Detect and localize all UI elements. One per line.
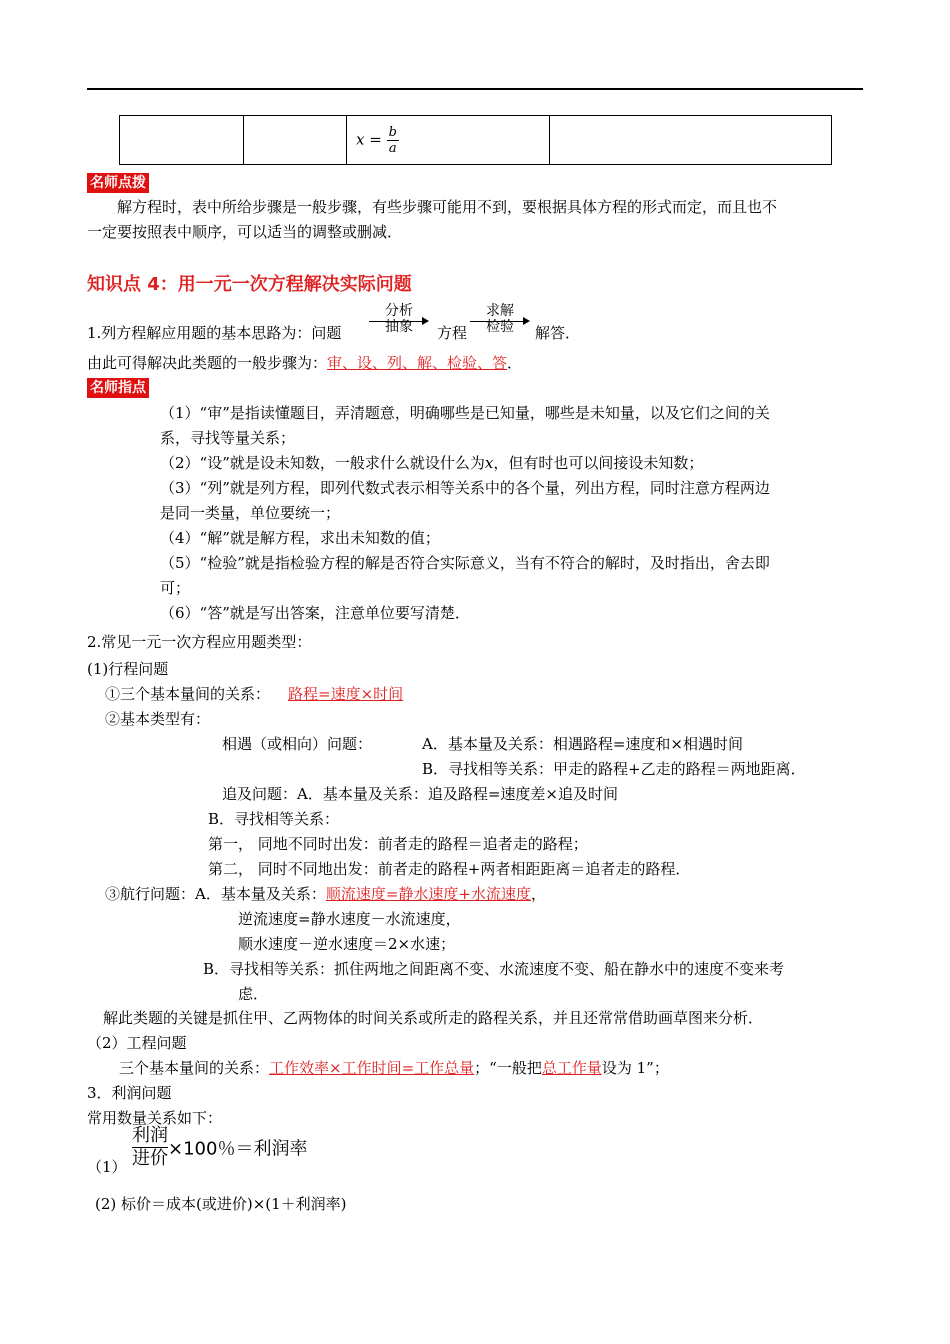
- table-cell: [244, 116, 347, 165]
- chase-case-2: 第二， 同时不同地出发：前者走的路程+两者相距距离＝追者走的路程．: [208, 860, 691, 878]
- tip-text-line1: 解方程时，表中所给步骤是一般步骤，有些步骤可能用不到，要根据具体方程的形式而定，而且也不: [117, 198, 778, 216]
- tip-item-1-cont: 系，寻找等量关系；: [160, 429, 296, 447]
- profit-1-label: （1）: [87, 1158, 127, 1176]
- basic-idea-suffix: 解答．: [535, 324, 581, 342]
- profit-sub: 常用数量关系如下：: [87, 1109, 223, 1127]
- work-total: 总工作量: [541, 1059, 602, 1077]
- arrow2-bottom-label: 检验: [486, 319, 514, 335]
- tip-badge: 名师点拨: [87, 173, 149, 193]
- section-heading: 知识点 4：用一元一次方程解决实际问题: [87, 274, 412, 295]
- tip-item-5-cont: 可；: [160, 579, 191, 597]
- chase-b: B．寻找相等关系：: [208, 810, 340, 828]
- header-rule: [87, 88, 863, 90]
- tip-item-1: （1）“审”是指读懂题目，弄清题意，明确哪些是已知量，哪些是未知量，以及它们之间的关: [160, 404, 770, 422]
- tip-item-5: （5）“检验”就是指检验方程的解是否符合实际意义，当有不符合的解时，及时指出，舍去即: [160, 554, 770, 572]
- arrow2-top-label: 求解: [486, 303, 514, 319]
- meet-label: 相遇（或相向）问题：: [222, 735, 373, 753]
- travel-title: (1)行程问题: [87, 660, 169, 678]
- travel-types: ②基本类型有：: [105, 710, 211, 728]
- arrow1-bottom-label: 抽象: [385, 319, 413, 335]
- fraction-b-over-a: $\frac{b}{a}$: [388, 124, 397, 156]
- sail-upstream: 逆流速度=静水速度－水流速度，: [238, 910, 461, 928]
- basic-idea-mid: 方程: [437, 324, 468, 342]
- general-steps-line: 由此可得解决此类题的一般步骤为：审、设、列、解、检验、答．: [87, 354, 523, 372]
- table-cell-formula: x = $\frac{b}{a}$: [347, 116, 550, 165]
- steps-table-row: [119, 115, 832, 165]
- arrow1-top-label: 分析: [385, 303, 413, 319]
- table-cell: [550, 116, 832, 165]
- basic-idea-prefix: 1.列方程解应用题的基本思路为：问题: [87, 324, 342, 342]
- work-title: （2）工程问题: [87, 1034, 187, 1052]
- tip-badge: 名师指点: [87, 378, 149, 398]
- chase-case-1: 第一， 同地不同时出发：前者走的路程＝追者走的路程；: [208, 835, 588, 853]
- meet-a: A．基本量及关系：相遇路程=速度和×相遇时间: [422, 735, 743, 753]
- tip-item-6: （6）“答”就是写出答案，注意单位要写清楚．: [160, 604, 470, 622]
- sail-line: ③航行问题：A．基本量及关系：顺流速度=静水速度+水流速度，: [105, 885, 546, 903]
- tip-item-4: （4）“解”就是解方程，求出未知数的值；: [160, 529, 440, 547]
- tip-item-3-cont: 是同一类量，单位要统一；: [160, 504, 341, 522]
- sail-b-cont: 虑．: [238, 985, 269, 1003]
- sail-difference: 顺水速度－逆水速度＝2×水速；: [238, 935, 456, 953]
- tip-item-3: （3）“列”就是列方程，即列代数式表示相等关系中的各个量，列出方程，同时注意方程两边: [160, 479, 770, 497]
- key-note: 解此类题的关键是抓住甲、乙两物体的时间关系或所走的路程关系，并且还常常借助画草图来分析．: [103, 1009, 764, 1027]
- travel-formula: 路程=速度×时间: [288, 685, 404, 703]
- work-line: 三个基本量间的关系：工作效率×工作时间=工作总量；“一般把总工作量设为 1”；: [119, 1059, 669, 1077]
- travel-basic-line: ①三个基本量间的关系： 路程=速度×时间: [105, 685, 404, 703]
- types-title: 2.常见一元一次方程应用题类型：: [87, 633, 312, 651]
- profit-title: 3．利润问题: [87, 1084, 172, 1102]
- general-steps: 审、设、列、解、检验、答: [327, 354, 508, 372]
- tip-text-line2: 一定要按照表中顺序，可以适当的调整或删减．: [87, 223, 403, 241]
- sail-formula: 顺流速度=静水速度+水流速度: [325, 885, 531, 903]
- profit-1-formula: 利润 进价 ×100％＝利润率: [132, 1125, 308, 1169]
- tip-item-2: （2）“设”就是设未知数，一般求什么就设什么为x，但有时也可以间接设未知数；: [160, 454, 704, 472]
- table-cell: [120, 116, 244, 165]
- chase-a: 追及问题：A．基本量及关系：追及路程=速度差×追及时间: [222, 785, 618, 803]
- sail-b: B．寻找相等关系：抓住两地之间距离不变、水流速度不变、船在静水中的速度不变来考: [203, 960, 785, 978]
- work-formula: 工作效率×工作时间=工作总量: [269, 1059, 475, 1077]
- profit-2: (2) 标价＝成本(或进价)×(1＋利润率): [95, 1195, 347, 1213]
- meet-b: B．寻找相等关系：甲走的路程+乙走的路程＝两地距离．: [422, 760, 806, 778]
- fraction-profit-over-cost: 利润 进价: [132, 1125, 168, 1169]
